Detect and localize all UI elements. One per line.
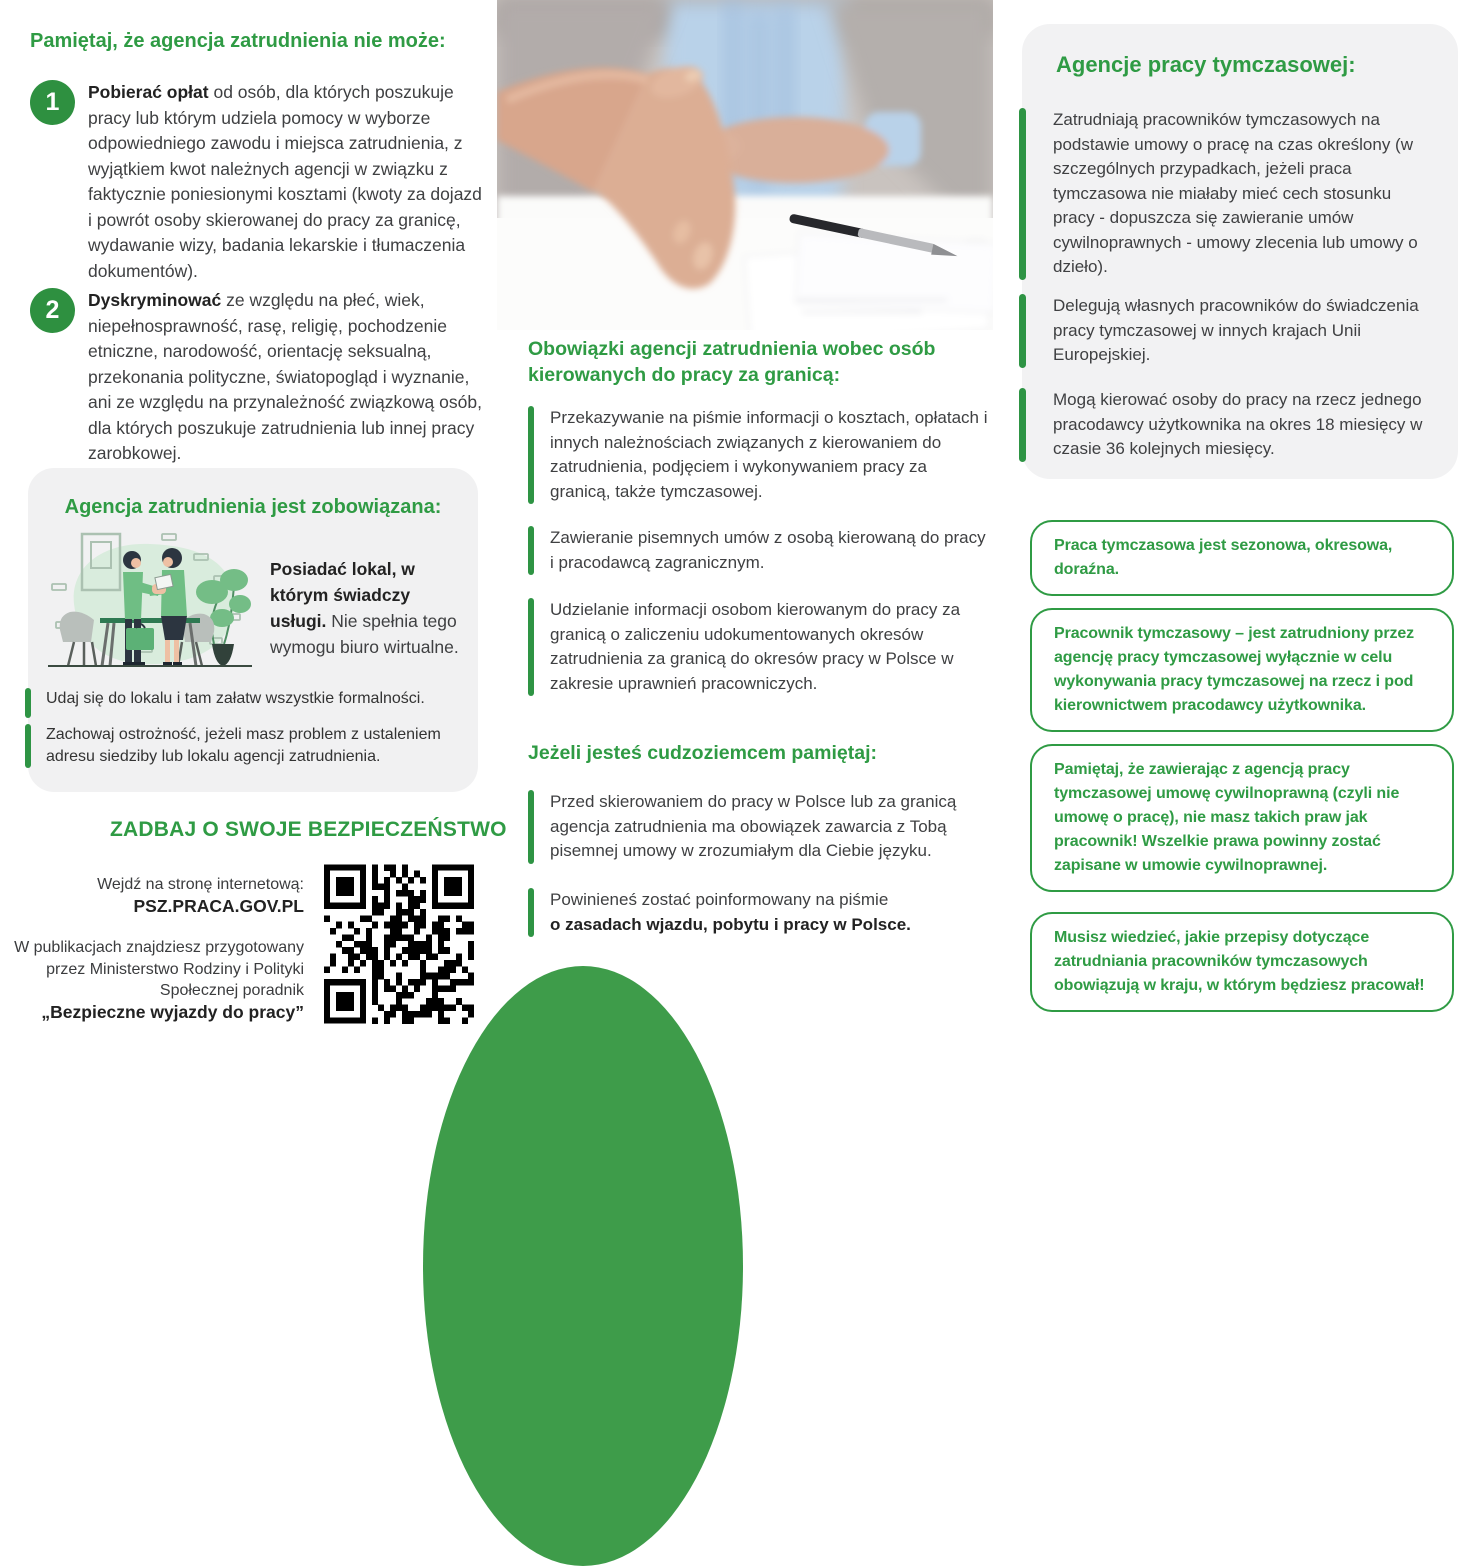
green-bar bbox=[1019, 294, 1026, 368]
number-1-badge: 1 bbox=[30, 80, 75, 125]
chair-left bbox=[60, 612, 96, 666]
green-bar bbox=[528, 598, 534, 696]
temp-agencies-para-3 bbox=[1022, 388, 1427, 462]
duty-item-1 bbox=[528, 406, 988, 504]
prohibition-item-2-rest: ze względu na płeć, wiek, niepełnosprawność, rasę, religię, pochodzenie etniczne, narodowość, orientację seksualną, przekonania polityczne, światopogląd i wyznanie, ani ze względu na przynależność związkową osób, dla których poszukuje zatrudnienia lub innej pracy zarobkowej. bbox=[88, 290, 482, 463]
foreigner-item-2 bbox=[528, 888, 988, 937]
website-intro: Wejdź na stronę internetową: bbox=[97, 876, 304, 893]
callout-seasonal-work: Praca tymczasowa jest sezonowa, okresowa, doraźna. bbox=[1030, 520, 1454, 596]
temp-agencies-para-1-text: Zatrudniają pracowników tymczasowych na podstawie umowy o pracę na czas określony (w szczególnych przypadkach, jeżeli praca tymczasowa nie miałaby mieć cech stosunku pracy - dopuszcza się zawieranie umów cywilnoprawnych - umowy zlecenia lub umowy o dzieło). bbox=[1053, 110, 1418, 276]
duty-item-3 bbox=[528, 598, 988, 696]
foreigner-item-2-text bbox=[550, 888, 988, 937]
green-dome-decoration bbox=[423, 966, 743, 1566]
prohibition-item-1-rest: od osób, dla których poszukuje pracy lub którym udziela pomocy w wyborze odpowiedniego zawodu i miejsca zatrudnienia, z wyjątkiem kwot należnych agencji w związku z faktycznie poniesionymi kosztami (kwoty za dojazd i powrót osoby skierowanej do pracy za granicę, wydawanie wizy, badania lekarskie i tłumaczenia dokumentów). bbox=[88, 82, 482, 281]
callout-temp-worker: Pracownik tymczasowy – jest zatrudniony przez agencję pracy tymczasowej wyłącznie w celu wykonywania pracy tymczasowej na rzecz i pod kierownictwem pracodawcy użytkownika. bbox=[1030, 608, 1454, 732]
photo-handshake bbox=[497, 0, 993, 330]
obligation-note-2-text: Zachowaj ostrożność, jeżeli masz problem z ustaleniem adresu siedziby lub lokalu agencji zatrudnienia. bbox=[46, 726, 441, 765]
publication-text: W publikacjach znajdziesz przygotowany przez Ministerstwo Rodziny i Polityki Społecznej poradnik bbox=[14, 939, 304, 999]
prohibition-item-2 bbox=[30, 288, 486, 467]
green-bar bbox=[1019, 388, 1026, 462]
callout-know-rules: Musisz wiedzieć, jakie przepisy dotyczące zatrudniania pracowników tymczasowych obowiązują w kraju, w którym będziesz pracował! bbox=[1030, 912, 1454, 1012]
duty-item-3-text: Udzielanie informacji osobom kierowanym do pracy za granicą o zaliczeniu udokumentowanych okresów zatrudnienia za granicą do okresów pracy w Polsce w zakresie uprawnień pracowniczych. bbox=[550, 600, 961, 693]
foreigner-item-2-line1: Powinieneś zostać poinformowany na piśmie bbox=[550, 890, 889, 909]
temp-agencies-title: Agencje pracy tymczasowej: bbox=[1056, 52, 1356, 77]
obligation-box bbox=[28, 468, 478, 792]
foreigner-item-2-line2: o zasadach wjazdu, pobytu i pracy w Polsce. bbox=[550, 914, 911, 934]
publication-title: „Bezpieczne wyjazdy do pracy” bbox=[41, 1001, 304, 1022]
obligation-text-rest: Nie spełnia tego wymogu biuro wirtualne. bbox=[270, 611, 459, 657]
left-title: Pamiętaj, że agencja zatrudnienia nie może: bbox=[30, 30, 446, 52]
duties-title: Obowiązki agencji zatrudnienia wobec osób kierowanych do pracy za granicą: bbox=[528, 338, 936, 386]
green-bar bbox=[528, 406, 534, 504]
green-bar bbox=[528, 888, 534, 937]
handshake-illustration bbox=[44, 526, 256, 678]
foreigner-title: Jeżeli jesteś cudzoziemcem pamiętaj: bbox=[528, 742, 877, 764]
prohibition-item-1 bbox=[30, 80, 486, 284]
number-2-badge: 2 bbox=[30, 288, 75, 333]
prohibition-item-1-text bbox=[88, 80, 486, 284]
qr-code bbox=[318, 858, 480, 1030]
prohibition-item-1-bold: Pobierać opłat bbox=[88, 82, 209, 102]
foreigner-item-1 bbox=[528, 790, 988, 864]
obligation-note-2 bbox=[28, 724, 452, 768]
green-bar bbox=[25, 724, 31, 768]
website-block bbox=[14, 874, 304, 1023]
callout-civil-contract: Pamiętaj, że zawierając z agencją pracy tymczasowej umowę cywilnoprawną (czyli nie umowę o pracę), nie masz takich praw jak pracownik! Wszelkie prawa powinny zostać zapisane w umowie cywilnoprawnej. bbox=[1030, 744, 1454, 892]
temp-agencies-para-1 bbox=[1022, 108, 1427, 280]
website-url: PSZ.PRACA.GOV.PL bbox=[133, 895, 304, 916]
obligation-text-bold: Posiadać lokal, w którym świadczy usługi. bbox=[270, 559, 415, 631]
green-bar bbox=[528, 790, 534, 864]
duty-item-2-text: Zawieranie pisemnych umów z osobą kierowaną do pracy i pracodawcą zagranicznym. bbox=[550, 528, 986, 572]
prohibition-item-2-text bbox=[88, 288, 486, 467]
temp-agencies-box bbox=[1022, 24, 1458, 479]
obligation-note-1-text: Udaj się do lokalu i tam załatw wszystkie formalności. bbox=[46, 690, 425, 707]
obligation-note-1 bbox=[28, 688, 452, 718]
obligation-box-title: Agencja zatrudnienia jest zobowiązana: bbox=[64, 496, 442, 518]
prohibition-item-2-bold: Dyskryminować bbox=[88, 290, 222, 310]
temp-agencies-para-2-text: Delegują własnych pracowników do świadczenia pracy tymczasowej w innych krajach Unii Europejskiej. bbox=[1053, 296, 1419, 364]
obligation-text bbox=[270, 556, 470, 660]
temp-agencies-para-2 bbox=[1022, 294, 1427, 368]
duty-item-1-text: Przekazywanie na piśmie informacji o kosztach, opłatach i innych należnościach związanych z kierowaniem do zatrudnienia, podjęciem i wykonywaniem pracy za granicą, także tymczasowej. bbox=[550, 408, 988, 501]
green-bar bbox=[1019, 108, 1026, 280]
duty-item-2 bbox=[528, 526, 988, 575]
green-bar bbox=[25, 688, 31, 718]
foreigner-item-1-text: Przed skierowaniem do pracy w Polsce lub za granicą agencja zatrudnienia ma obowiązek zawarcia z Tobą pisemnej umowy w zrozumiałym dla Ciebie języku. bbox=[550, 792, 957, 860]
temp-agencies-para-3-text: Mogą kierować osoby do pracy na rzecz jednego pracodawcy użytkownika na okres 18 miesięcy w czasie 36 kolejnych miesięcy. bbox=[1053, 390, 1423, 458]
safety-title: ZADBAJ O SWOJE BEZPIECZEŃSTWO bbox=[110, 818, 507, 841]
green-bar bbox=[528, 526, 534, 575]
